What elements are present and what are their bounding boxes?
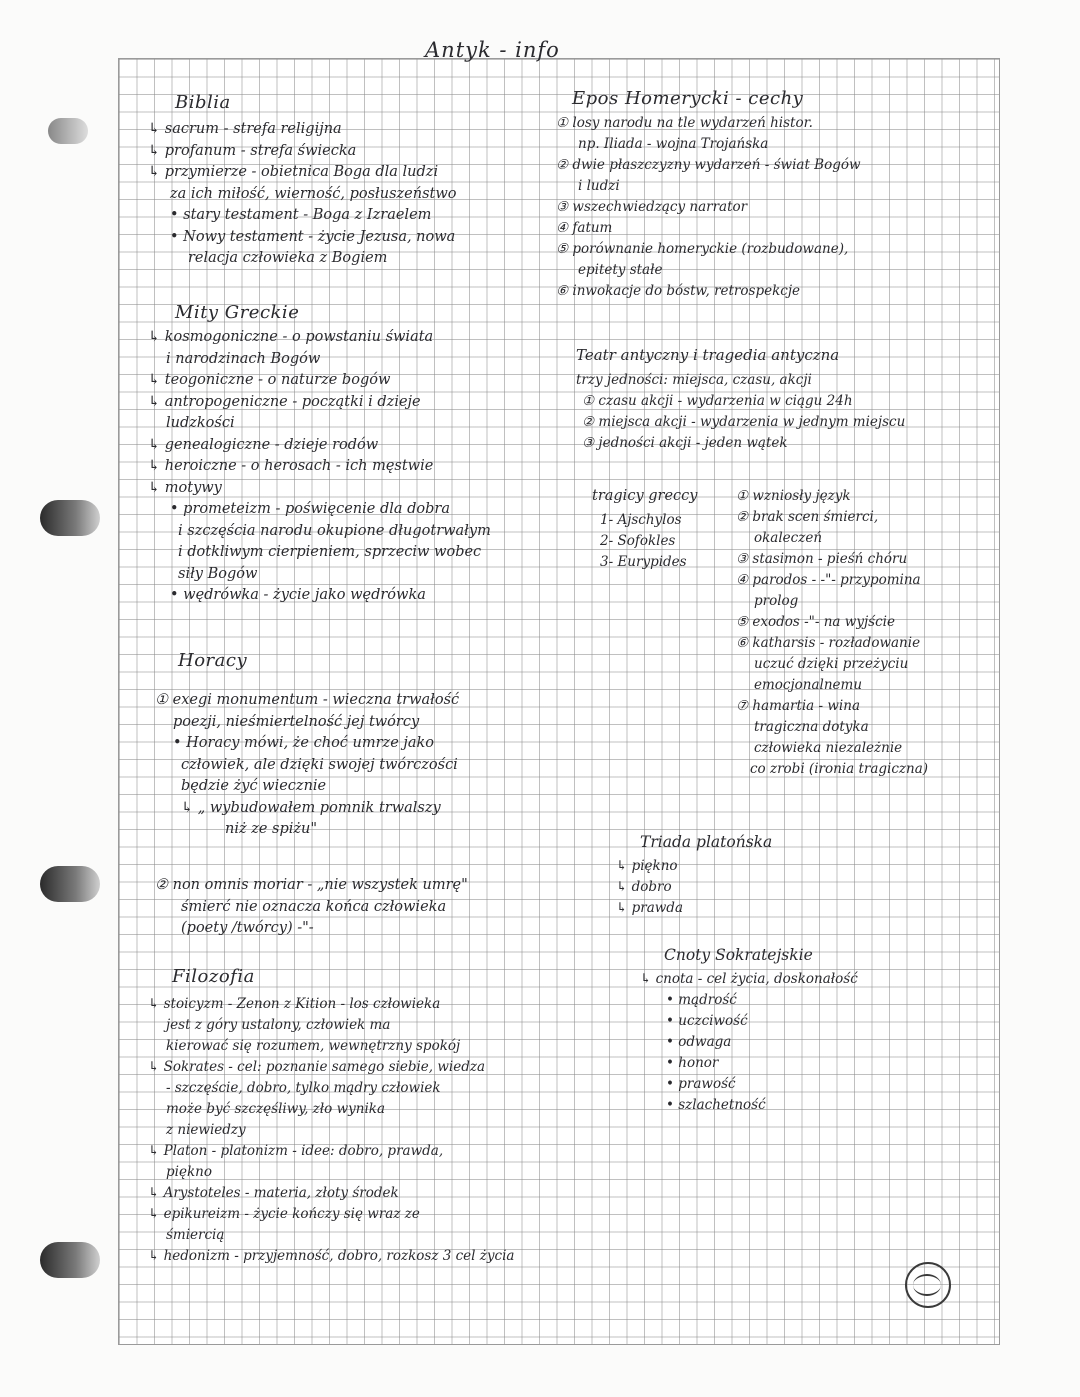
note-line: relacja człowieka z Bogiem	[188, 250, 388, 266]
note-line: kierować się rozumem, wewnętrzny spokój	[166, 1038, 461, 1054]
page-title: Antyk - info	[425, 38, 560, 62]
section-horacy	[155, 690, 459, 841]
note-line: i dotkliwym cierpieniem, sprzeciw wobec	[178, 544, 482, 560]
note-line: jest z góry ustalony, człowiek ma	[166, 1017, 391, 1033]
note-line: poezji, nieśmiertelność jej twórcy	[173, 713, 420, 730]
note-line: ↳ piękno	[616, 858, 678, 874]
section-epos	[556, 113, 861, 302]
note-line: ⑤ exodos -"- na wyjście	[736, 614, 895, 630]
note-line: np. Iliada - wojna Trojańska	[578, 136, 769, 152]
section-heading-filozofia: Filozofia	[172, 966, 255, 987]
note-line: • uczciwość	[666, 1013, 748, 1029]
note-line: ① losy narodu na tle wydarzeń histor.	[556, 115, 813, 131]
section-heading-epos: Epos Homerycki - cechy	[572, 88, 804, 109]
note-line: ① czasu akcji - wydarzenia w ciągu 24h	[582, 393, 853, 409]
section-heading-teatr: Teatr antyczny i tragedia antyczna	[576, 346, 840, 364]
section-heading-horacy: Horacy	[178, 650, 248, 671]
note-line: ↳ prawda	[616, 900, 683, 916]
note-line: ↳ przymierze - obietnica Boga dla ludzi	[148, 164, 439, 180]
binder-ring	[48, 118, 88, 144]
note-line: ③ stasimon - pieśń chóru	[736, 551, 908, 567]
note-line: ④ parodos - -"- przypomina	[736, 572, 921, 588]
binder-ring	[40, 1242, 100, 1278]
note-line: trzy jedności: miejsca, czasu, akcji	[576, 372, 812, 388]
note-line: piękno	[166, 1164, 212, 1180]
note-line: ↳ epikureizm - życie kończy się wraz ze	[148, 1206, 420, 1222]
section-biblia	[148, 119, 457, 270]
note-line: może być szczęśliwy, zło wynika	[166, 1101, 386, 1117]
note-line: ② brak scen śmierci,	[736, 509, 879, 525]
section-triada	[616, 856, 683, 919]
section-filozofia	[148, 994, 514, 1267]
note-line: człowiek, ale dzięki swojej twórczości	[181, 756, 458, 773]
section-mity	[148, 327, 491, 607]
note-line: ③ jedności akcji - jeden wątek	[582, 435, 788, 451]
note-line: za ich miłość, wierność, posłuszeństwo	[170, 185, 457, 202]
section-horacy-2	[155, 875, 468, 940]
note-line: siły Bogów	[178, 565, 258, 582]
note-line: ↳ teogoniczne - o naturze bogów	[148, 372, 391, 388]
note-line: tragiczna dotyka	[754, 719, 869, 735]
note-line: niż ze spiżu"	[225, 821, 318, 837]
note-line: • prometeizm - poświęcenie dla dobra	[170, 501, 450, 517]
note-line: śmiercią	[166, 1227, 225, 1243]
note-line: ↳ sacrum - strefa religijna	[148, 121, 342, 137]
note-line: ↳ heroiczne - o herosach - ich męstwie	[148, 458, 434, 474]
note-line: ↳ hedonizm - przyjemność, dobro, rozkosz 3 cel życia	[148, 1248, 515, 1264]
section-cnoty	[640, 969, 858, 1116]
note-line: i szczęścia narodu okupione długotrwałym	[178, 522, 491, 539]
note-line: ludzkości	[166, 415, 235, 431]
note-line: ② non omnis moriar - „nie wszystek umrę"	[155, 877, 468, 893]
note-line: i narodzinach Bogów	[166, 350, 321, 367]
note-line: ↳ kosmogoniczne - o powstaniu świata	[148, 329, 434, 345]
note-line: ② miejsca akcji - wydarzenia w jednym miejscu	[582, 414, 906, 430]
note-line: (poety /twórcy) -"-	[181, 920, 314, 936]
section-heading-triada: Triada platońska	[640, 833, 773, 851]
note-line: ⑥ inwokacje do bóstw, retrospekcje	[556, 283, 800, 299]
binder-ring	[40, 866, 100, 902]
note-line: ⑥ katharsis - rozładowanie	[736, 635, 921, 651]
section-tragedia-cechy	[736, 486, 928, 780]
note-line: ① exegi monumentum - wieczna trwałość	[155, 692, 460, 708]
note-line: ↳ dobro	[616, 879, 672, 895]
note-line: co zrobi (ironia tragiczna)	[750, 761, 929, 777]
note-line: ↳ profanum - strefa świecka	[148, 142, 357, 159]
note-line: śmierć nie oznacza końca człowieka	[181, 898, 447, 915]
note-line: • odwaga	[666, 1034, 732, 1050]
note-line: • prawość	[666, 1076, 736, 1092]
note-line: z niewiedzy	[166, 1122, 246, 1138]
note-line: • Horacy mówi, że choć umrze jako	[173, 735, 435, 751]
note-line: 1- Ajschylos	[600, 512, 682, 528]
note-line: ⑤ porównanie homeryckie (rozbudowane),	[556, 241, 849, 257]
note-line: ↳ cnota - cel życia, doskonałość	[640, 971, 858, 987]
section-heading-tragicy: tragicy greccy	[592, 488, 698, 504]
note-line: 3- Eurypides	[600, 554, 687, 570]
section-teatr	[576, 370, 905, 454]
note-line: 2- Sofokles	[600, 533, 676, 549]
note-line: ↳ Arystoteles - materia, złoty środek	[148, 1185, 399, 1201]
note-line: ↳ motywy	[148, 479, 222, 496]
note-line: • szlachetność	[666, 1097, 766, 1113]
section-tragicy	[600, 510, 687, 573]
note-line: ④ fatum	[556, 220, 613, 236]
note-line: • wędrówka - życie jako wędrówka	[170, 587, 426, 603]
note-line: będzie żyć wiecznie	[181, 778, 327, 794]
section-heading-cnoty: Cnoty Sokratejskie	[664, 946, 813, 964]
note-line: ↳ „ wybudowałem pomnik trwalszy	[181, 799, 441, 816]
note-line: • honor	[666, 1055, 719, 1071]
note-line: epitety stałe	[578, 262, 663, 278]
globe-logo-icon	[905, 1262, 951, 1308]
note-line: • Nowy testament - życie Jezusa, nowa	[170, 228, 456, 245]
note-line: ↳ stoicyzm - Zenon z Kition - los człowieka	[148, 996, 441, 1012]
note-line: uczuć dzięki przeżyciu	[754, 656, 909, 672]
note-line: ↳ antropogeniczne - początki i dzieje	[148, 393, 421, 410]
note-line: emocjonalnemu	[754, 677, 863, 693]
note-line: ↳ Platon - platonizm - idee: dobro, prawda,	[148, 1143, 444, 1159]
binder-ring	[40, 500, 100, 536]
note-line: prolog	[754, 593, 799, 609]
note-line: i ludzi	[578, 178, 620, 194]
note-line: ② dwie płaszczyzny wydarzeń - świat Bogów	[556, 157, 861, 173]
section-heading-mity: Mity Greckie	[175, 302, 300, 323]
note-line: • stary testament - Boga z Izraelem	[170, 207, 432, 223]
note-line: ① wzniosły język	[736, 488, 851, 504]
note-line: okaleczeń	[754, 530, 823, 546]
note-line: • mądrość	[666, 992, 737, 1008]
note-line: - szczęście, dobro, tylko mądry człowiek	[166, 1080, 441, 1096]
note-line: ⑦ hamartia - wina	[736, 698, 860, 714]
note-line: ↳ Sokrates - cel: poznanie samego siebie, wiedza	[148, 1059, 486, 1075]
note-line: ③ wszechwiedzący narrator	[556, 199, 748, 215]
section-heading-biblia: Biblia	[175, 92, 231, 113]
note-line: człowieka niezależnie	[754, 740, 903, 756]
note-line: ↳ genealogiczne - dzieje rodów	[148, 436, 379, 453]
